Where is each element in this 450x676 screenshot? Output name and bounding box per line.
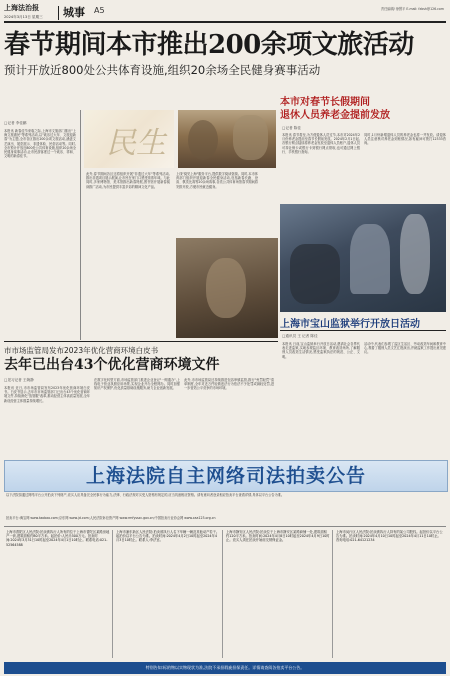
section-divider <box>58 6 59 20</box>
auction-footer <box>4 662 446 674</box>
auction-column-2: 上海市浦东新区人民法院:拍卖被执行人名下车辆一辆及其他动产若干。起拍价以平台公告为准。拍卖时间:2024年4月2日10时起至2024年4月3日10时止。联系人:李法官。 <box>116 530 220 543</box>
right-story-title <box>280 96 446 122</box>
masthead-rule <box>4 21 446 23</box>
masthead-right-info: 责任编辑/ 徐慧平 E-mail: fzbsh@126.com <box>380 7 444 11</box>
right-story-title-line-1: 本市对春节长假期间 <box>280 97 370 108</box>
auction-intro: 以下法院拟通过网络平台公开拍卖下列财产,竞买人应具备完全民事行为能力,法律、行政法规对买受人资格有规定的,应当具备相应资格。请有意向者登录相应拍卖平台查看详情,具体以平台公告为准。 <box>6 493 285 497</box>
prison-column-2: 活动中,代表们参观了监区生活区、劳动改造车间和教育中心,观看了服刑人员文艺汇报演出,并就监狱工作提出意见建议。 <box>364 342 446 355</box>
prison-byline: □通讯员 王 记者 陈佳 <box>282 334 318 338</box>
auction-column-3: 上海市静安区人民法院:拍卖位于上海市静安区某路商铺一处,建筑面积约120平方米。拍卖时间:2024年4月8日10时起至2024年4月9日10时止。竞买人须在拍卖开始前交纳保证金。 <box>226 530 330 543</box>
lead-column-1: 本报讯 新春佳节来临之际,上海市文旅部门推出"上海文旅惠民"等系列活动,以"欢乐过大年、文旅迎新春"为主题,全市各区推出200余项文旅活动,涵盖文艺演出、展览展示、非遗体验、民俗活动等。同时,全市预计开放近800处公共体育设施,组织20余场全民健身赛事活动,让市民游客度过一个欢乐、祥和、文明的新春佳节。 <box>4 129 76 159</box>
photo-shape <box>206 258 246 318</box>
right-story-column-1: 本报讯 春节将至,为方便退休人员过节,本市对2024年2月份养老金提前至春节长假前发放。2024年2月1日起,各银行网点陆续将养老金发放至退休人员账户,退休人员可持社保卡或银行卡到银行网点领取,也可通过网上银行、手机银行查询。 <box>282 133 360 154</box>
market-column-3: 此外,市市场监管局还持续推进包容审慎监管,推行"免罚轻罚"清单制度,全年对近万件轻微违法行为依法不予处罚或减轻处罚,进一步营造公平竞争的市场环境。 <box>184 378 274 391</box>
lead-photo <box>178 110 276 168</box>
lead-subtitle: 预计开放近800处公共体育设施,组织20余场全民健身赛事活动 <box>4 63 321 77</box>
photo-shape <box>400 214 430 294</box>
right-story-title-line-2: 退休人员养老金提前发放 <box>280 110 390 121</box>
lead-photo-2 <box>176 238 278 338</box>
auction-column-divider <box>332 530 333 658</box>
section-rule-2 <box>280 330 446 331</box>
photo-shape <box>188 120 218 160</box>
market-byline: □见习记者 王婉静 <box>4 378 34 382</box>
section-rule-1 <box>4 341 278 342</box>
date-line: 2024年3月13日 星期三 <box>4 15 43 19</box>
prison-column-1: 本报讯 日前,宝山监狱举行开放日活动,邀请社会各界代表走进监狱,实地参观监区环境、教育改造场所,了解服刑人员改造生活情况,感受监狱执法的规范、公正、文明。 <box>282 342 360 359</box>
lead-byline: □记者 李佳鹏 <box>4 121 27 125</box>
feature-art-text: 民生 <box>106 126 166 161</box>
auction-column-divider <box>112 530 113 658</box>
auction-footer-text: 特别告知:标的物以实物现状为准,法院不承担瑕疵担保责任。详情请查阅各拍卖平台公告。 <box>145 665 305 670</box>
right-story-column-2: 同时,1月份新增退休人员的养老金也将一并发放。请退休人员注意核对养老金到账情况,如有疑问可拨打12333咨询。 <box>364 133 446 146</box>
paper-logo <box>4 3 56 23</box>
feature-art-block <box>84 110 174 168</box>
auction-rule <box>4 526 446 527</box>
auction-platforms: 拍卖平台:淘宝网 www.taobao.com;京东网 www.jd.com;人民法院诉讼资产网 www.rmfysszc.gov.cn;中国拍卖行业协会网 www.caa123.org.cn <box>6 516 216 520</box>
photo-shape <box>290 244 340 304</box>
lead-column-3: 上线"阅见上海"服务平台,提供数字阅读资源。同时,本市体育部门组织开展迎新春全民健身活动,包括新春长跑、登高、棋类比赛等20余场赛事,各类公共体育场馆春节期间将安排开放,方便市民就近健身。 <box>176 172 258 189</box>
masthead <box>0 0 450 28</box>
lead-title: 春节期间本市推出200余项文旅活动 <box>4 30 414 60</box>
lead-divider <box>80 110 81 340</box>
photo-shape <box>233 115 268 160</box>
page-number: A5 <box>94 6 105 15</box>
auction-title: 上海法院自主网络司法拍卖公告 <box>85 465 366 487</box>
market-column-2: 在数字化转型方面,市场监管部门推进企业登记"一网通办",上线电子营业执照应用场景,实现企业开办全程网办。同时加强知识产权保护,优化质量基础设施服务,助力企业创新发展。 <box>94 378 180 391</box>
prison-photo-caption: 上海市宝山监狱举行开放日活动 <box>280 319 420 330</box>
auction-column-4: 上海市闵行区人民法院:拍卖被执行人持有的某公司股权。起拍价以平台公告为准。拍卖时间:2024年4月10日10时起至2024年4月11日10时止。咨询电话:021-64121234 <box>336 530 443 543</box>
photo-shape <box>350 224 390 294</box>
market-kicker: 市市场监管局发布2023年优化营商环境白皮书 <box>4 346 159 355</box>
market-title: 去年已出台43个优化营商环境文件 <box>4 357 220 373</box>
auction-banner <box>4 460 448 492</box>
paper-name: 上海法治报 <box>4 3 39 12</box>
prison-photo <box>280 204 446 312</box>
lead-column-2: 此外,春节期间各区还将组织开展"非遗过大年"等系列活动,推出非遗项目展示展演,让市民在家门口感受浓浓年味。与此同时,多家博物馆、美术馆推出新春特展,图书馆开展新春阅读推广活动,为市民提供丰富多彩的精神文化产品。 <box>86 172 170 189</box>
right-story-byline: □记者 陈佳 <box>282 126 301 130</box>
auction-column-divider <box>222 530 223 658</box>
section-label: 城事 <box>63 6 85 19</box>
market-column-1: 本报讯 近日,市市场监管局发布2023年优化营商环境白皮书。白皮书显示,去年市市场监管部门已出台43个优化营商环境文件,持续深化"放管服"改革,推动经营主体高质量发展,全年新设经营主体数量持续增长。 <box>4 386 90 403</box>
auction-column-1: 上海市普陀区人民法院:拍卖被执行人所有的位于上海市普陀区某路房地产一套,建筑面积约80平方米。起拍价:人民币500万元。拍卖时间:2024年3月31日10时起至2024年4月1日10时止。联系电话:021-52564588 <box>6 530 110 547</box>
